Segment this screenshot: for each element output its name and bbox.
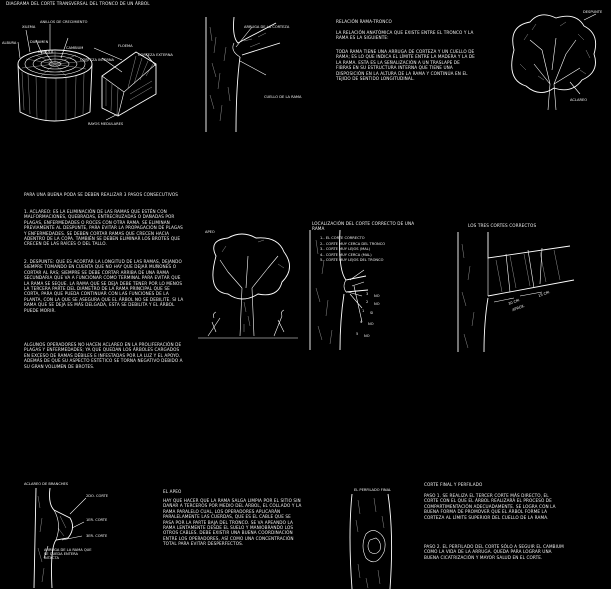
label-rayos: RAYOS MEDULARES: [88, 122, 124, 126]
label-aclareo: ACLAREO: [570, 98, 588, 102]
label-1er-corte: 1ER. CORTE: [86, 518, 108, 522]
aclareo-branches-title: ACLAREO DE BRANCHES: [24, 482, 69, 486]
label-xilema: XILEMA: [22, 25, 36, 29]
relacion-p1: LA RELACIÓN ANATÓMICA QUE EXISTE ENTRE EL TRONCO Y LA RAMA ES LA SIGUIENTE:: [336, 30, 474, 41]
label-albura: ALBURA: [2, 41, 17, 45]
perfilado-title: EL PERFILADO FINAL: [354, 488, 392, 492]
list-item: 4.- CORTE MUY CERCA (MAL): [320, 252, 372, 257]
list-item: 2.- CORTE MUY CERCA DEL TRONCO: [320, 241, 386, 246]
list-item: 1.- EL CORTE CORRECTO: [320, 236, 365, 240]
el-apeo-p: HAY QUE HACER QUE LA RAMA SALGA LIMPIA POR EL SITIO SIN DAÑAR A TERCEROS POR MEDIO DEL ÁRBOL, EL COLLADO Y LA RAMA PARALELO CUAL, LOS OPERADORES APLICARÁN PARALELAMENTE LAS CUERDAS, QUE ES EL CABLE QUE SE PASA POR LA PARTE BAJA DEL TRONCO. SE VA APEANDO LA RAMA LENTAMENTE DESDE EL SUELO Y MANIOBRANDO LOS OTROS CABLES. DEBE EXISTIR UNA BUENA COORDINACIÓN ENTRE LOS OPERADORES, ASÍ COMO UNA CONCENTRACIÓN TOTAL PARA EVITAR DESPERFECTOS.: [163, 498, 302, 547]
mark-4: 4: [360, 320, 363, 324]
measure-30cm: 30 CM.: [507, 297, 521, 307]
tree-crown-drawing: [500, 10, 605, 120]
mark-no: NO: [374, 294, 380, 298]
label-despunte: DESPUNTE: [583, 10, 603, 14]
label-2do-corte: 2DO. CORTE: [86, 494, 109, 498]
mark-1: 1: [362, 309, 365, 313]
corte-final-title: CORTE FINAL Y PERFILADO: [424, 482, 483, 487]
measure-aprox: APROX.: [511, 303, 526, 313]
pasos-p2: 2. DESPUNTE: QUE ES ACORTAR LA LONGITUD DE LAS RAMAS, DEJANDO SIEMPRE TOMANDO EN CUENTA QUE NO HAY QUE DEJAR MUÑONES O CORTAR AL RAS; SIEMPRE SE DEBE CORTAR ARRIBA DE UNA RAMA SECUNDARIA QUE VA A FUNCIONAR COMO TERMINAL PARA EVITAR QUE LA RAMA SE SEQUE. LA RAMA QUE SE DEJA DEBE TENER POR LO MENOS LA TERCERA PARTE DEL DIÁMETRO DE LA RAMA PRINCIPAL QUE SE CORTA, PARA QUE PUEDA CONTINUAR CON LAS FUNCIONES DE LA PLANTA, CON LA QUE SE ASEGURA QUE EL ÁRBOL NO SE DEBILITE. SI LA RAMA QUE SE DEJA ES MÁS DELGADA, ESTA SE DEBILITA Y EL ÁRBOL PUEDE MORIR.: [24, 259, 184, 313]
pasos-p1: 1. ACLAREO: ES LA ELIMINACIÓN DE LAS RAMAS QUE ESTÉN CON MALFORMACIONES, QUEBRADAS, ENTRECRUZADAS O DAÑADAS POR PLAGAS, ENFERMEDADES O ROCES CON OTRA RAMA. SE ELIMINAN PREVIAMENTE AL DESPUNTE, PARA EVITAR LA PROPAGACIÓN DE PLAGAS Y ENFERMEDADES. SE DEBEN CORTAR RAMAS QUE CRECEN HACIA ADENTRO DE LA COPA. TAMBIÉN SE DEBEN ELIMINAR LOS BROTES QUE CRECEN DE LAS RAÍCES O DEL TALLO.: [24, 209, 183, 247]
mark-3: 3: [366, 292, 369, 296]
tres-cortes-title: LOS TRES CORTES CORRECTOS: [468, 223, 537, 228]
cut-location-drawing: [306, 230, 416, 350]
branch-collar-drawing: [200, 17, 280, 132]
label-anillos: ANILLOS DE CRECIMIENTO: [40, 20, 88, 24]
apeo-label: APEO: [205, 230, 215, 234]
trunk-cross-section-drawing: [6, 14, 196, 129]
corte-final-p1: PASO 1. SE REALIZA EL TERCER CORTE MÁS DIRECTO, EL CORTE CON EL QUE EL ÁRBOL REALIZARÁ EL PROCESO DE COMPARTIMENTACIÓN ADECUADAMENTE. SE LOGRA CON LA BUENA FORMA DE PROMOVER QUE EL ÁRBOL FORME LA CORTEZA AL LÍMITE SUPERIOR DEL CUELLO DE LA RAMA.: [424, 493, 556, 520]
mark-si: SI: [370, 311, 374, 315]
branch-cuts-drawing: [26, 488, 96, 588]
mark-5: 5: [356, 332, 359, 336]
label-medula: MÉDULA: [38, 50, 54, 54]
pasos-p3: ALGUNOS OPERADORES NO HACEN ACLAREO EN LA PROLIFERACIÓN DE PLAGAS Y ENFERMEDADES; YA QUE QUEDAN LOS ÁRBOLES CARGADOS EN EXCESO DE RAMAS DÉBILES E INFESTADAS POR LA LUZ Y EL APOYO. ADEMÁS DE QUE SU ASPECTO ESTÉTICO SE TORNA NEGATIVO DEBIDO A SU GRAN VOLUMEN DE BROTES.: [24, 342, 183, 369]
relacion-title: RELACIÓN RAMA-TRONCO: [336, 19, 392, 24]
label-arruga-intacta: ARRUGA DE LA RAMA QUE SE QUEDA ENTERA INTACTA: [44, 548, 92, 560]
label-floema: FLOEMA: [118, 44, 133, 48]
apeo-tree-drawing: [198, 232, 298, 342]
cross-section-title: DIAGRAMA DEL CORTE TRANSVERSAL DEL TRONCO DE UN ÁRBOL: [6, 1, 150, 6]
mark-no: NO: [368, 322, 374, 326]
mark-no: NO: [374, 302, 380, 306]
label-duramen: DURAMEN: [30, 40, 49, 44]
el-apeo-title: EL APEO: [163, 489, 182, 494]
corte-final-p2: PASO 2. EL PERFILADO DEL CORTE SÓLO A SEGUIR EL CAMBIUM COMO LA VIDA DE LA ARRUGA. QUEDA PARA LOGRAR UNA BUENA CICATRIZACIÓN Y MAYOR SALUD EN EL CORTE.: [424, 544, 564, 560]
mark-no: NO: [364, 334, 370, 338]
list-item: 5.- CORTE MUY LEJOS DEL TRONCO: [320, 258, 384, 263]
relacion-p2: TODA RAMA TIENE UNA ARRUGA DE CORTEZA Y UN CUELLO DE RAMA; ES LO QUE INDICA EL LÍMITE ENTRE LA MADERA Y LA DE LA RAMA. ESTA ES LA SEÑALIZACIÓN A UN TRASLAPE DE FIBRAS EN SU ESTRUCTURA INTERNA QUE TIENE UNA DISPOSICIÓN EN LA ALTURA DE LA RAMA Y CONTINÚA EN EL TEJIDO DE SENTIDO LONGITUDINAL.: [336, 49, 475, 82]
label-corteza-externa: CORTEZA EXTERNA: [138, 53, 173, 57]
localizacion-title: LOCALIZACIÓN DEL CORTE CORRECTO DE UNA RAMA: [312, 221, 415, 232]
label-corteza-interna: CORTEZA INTERNA: [80, 58, 114, 62]
label-arruga-corteza: ARRUGA DE LA CORTEZA: [244, 25, 290, 29]
mark-2: 2: [366, 300, 369, 304]
label-cambium: CAMBIUM: [66, 46, 84, 50]
measure-15cm: 15 CM.: [537, 289, 551, 299]
pasos-title: PARA UNA BUENA PODA SE DEBEN REALIZAR 3 PASOS CONSECUTIVOS: [24, 192, 179, 197]
label-3er-corte: 3ER. CORTE: [86, 534, 108, 538]
list-item: 3.- CORTE MUY LEJOS (MAL): [320, 247, 371, 252]
three-cuts-drawing: [450, 232, 580, 352]
label-cuello-rama: CUELLO DE LA RAMA: [264, 95, 302, 99]
final-profile-drawing: [344, 494, 404, 589]
